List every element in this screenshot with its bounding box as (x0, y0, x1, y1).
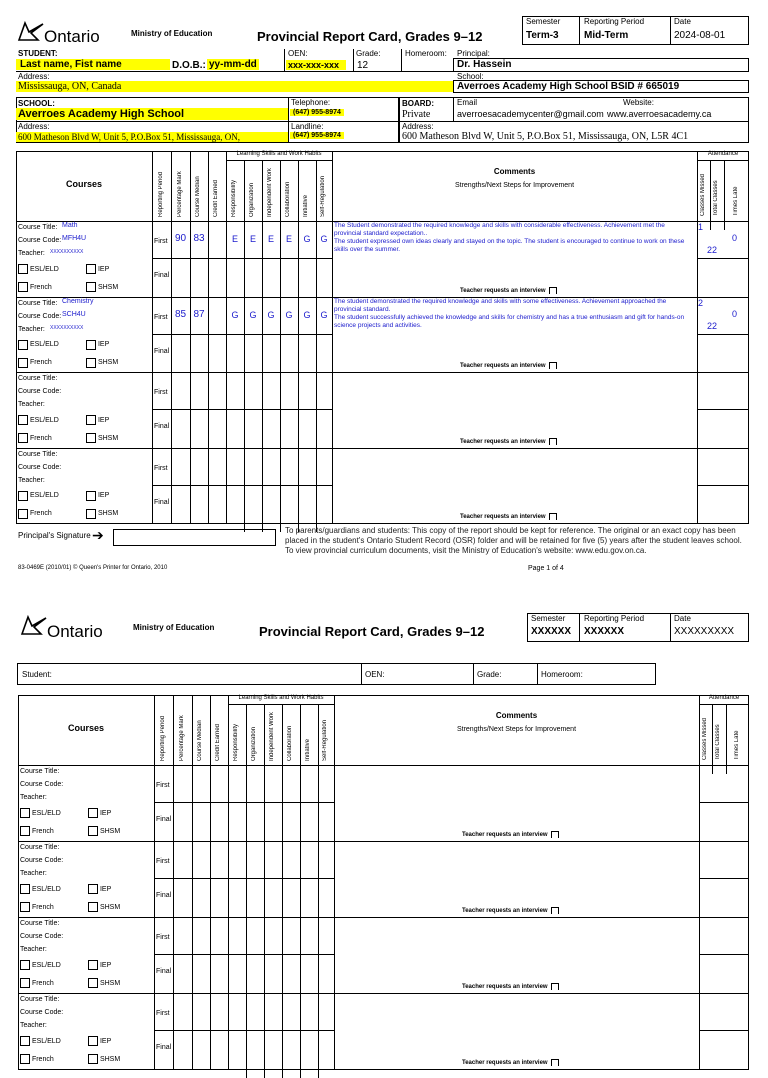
course-code: SCH4U (62, 310, 86, 318)
ministry-label-2: Ministry of Education (133, 623, 215, 632)
arrow-right-icon: ➔ (92, 527, 104, 543)
col-collab-header: Collaboration (285, 181, 291, 217)
course-code-label: Course Code: (18, 237, 62, 244)
final-period-label: Final (154, 347, 170, 355)
shsm-checkbox[interactable]: SHSM (88, 1054, 120, 1064)
skill-rating: E (231, 234, 238, 244)
total-classes: 22 (707, 320, 718, 331)
course-title-label: Course Title: (20, 768, 60, 775)
landline-label: Landline: (291, 122, 324, 131)
school-label: SCHOOL: (18, 99, 55, 108)
first-period-label: First (156, 858, 170, 865)
course-title-label: Course Title: (20, 920, 60, 927)
skill-rating: G (303, 234, 311, 244)
skill-rating: G (231, 309, 239, 320)
french-checkbox[interactable]: French (20, 902, 54, 912)
teacher-label: Teacher: (18, 401, 45, 408)
interview-checkbox[interactable]: Teacher requests an interview (462, 907, 559, 914)
col-total-header: Total Classes (713, 180, 719, 216)
first-period-label: First (156, 934, 170, 941)
course-title-label: Course Title: (20, 996, 60, 1003)
col-resp-header: Responsibility (231, 179, 237, 217)
iep-checkbox[interactable]: IEP (86, 415, 109, 425)
date-value-2: XXXXXXXXX (674, 626, 735, 637)
course-code: MFH4U (62, 235, 87, 242)
website-label: Website: (623, 98, 654, 107)
homeroom-label-2: Homeroom: (541, 670, 583, 679)
ministry-label: Ministry of Education (131, 29, 213, 38)
first-period-label: First (156, 782, 170, 789)
course-title-label: Course Title: (20, 844, 60, 851)
courses-header: Courses (65, 179, 102, 189)
period-value: Mid-Term (584, 30, 629, 41)
col-total-header: Total Classes (715, 724, 721, 760)
board-address: 600 Matheson Blvd W, Unit 5, P.O.Box 51, Mississauga, ON, L5R 4C1 (402, 131, 689, 142)
period-label: Reporting Period (584, 17, 645, 26)
teacher-label: Teacher: (20, 870, 47, 877)
french-checkbox[interactable]: French (18, 509, 52, 519)
date-label: Date (674, 17, 691, 26)
times-late: 0 (732, 233, 738, 243)
skill-rating: G (320, 234, 328, 244)
esl-checkbox[interactable]: ESL/ELD (18, 264, 59, 274)
board-label: BOARD: (402, 99, 434, 108)
page-title-2: Provincial Report Card, Grades 9–12 (259, 624, 485, 639)
comments-header: Comments (495, 711, 538, 720)
grades-table-page1 (16, 151, 749, 523)
col-org-header: Organization (249, 182, 255, 217)
col-collab-header: Collaboration (287, 725, 293, 761)
page-title: Provincial Report Card, Grades 9–12 (257, 29, 483, 44)
course-median: 83 (193, 233, 205, 244)
col-late-header: Times Late (732, 186, 739, 216)
comments-sub: Strengths/Next Steps for Improvement (456, 726, 577, 733)
shsm-checkbox[interactable]: SHSM (88, 826, 120, 836)
school-address: 600 Matheson Blvd W, Unit 5, P.O.Box 51, Mississauga, ON, (16, 132, 288, 142)
course-title-label: Course Title: (18, 224, 58, 231)
lsw-header: Learning Skills and Work Habits (238, 695, 324, 701)
col-resp-header: Responsibility (233, 723, 239, 761)
landline-value: (647) 955-8974 (290, 132, 344, 139)
shsm-checkbox[interactable]: SHSM (86, 358, 118, 368)
french-checkbox[interactable]: French (18, 433, 52, 443)
interview-checkbox[interactable]: Teacher requests an interview (460, 513, 557, 520)
french-checkbox[interactable]: French (18, 282, 52, 292)
teacher-comment: The student demonstrated the required knowledge and skills with some effectiveness. Achievement approached the provincial standard. The student successfully achieved the knowledge and skills for chemistry and has a true enthusiasm and gift for hands-on science projects and activities. (334, 297, 685, 329)
esl-checkbox[interactable]: ESL/ELD (18, 415, 59, 425)
col-init-header: Initiative (303, 194, 309, 217)
col-percent-header: Percentage Mark (176, 171, 183, 217)
principal-value: Dr. Hassein (457, 59, 512, 70)
dob-value: yy-mm-dd (209, 59, 257, 70)
first-period-label: First (154, 389, 168, 396)
percentage-mark: 90 (174, 233, 187, 244)
comments-sub: Strengths/Next Steps for Improvement (454, 182, 575, 189)
first-period-label: First (154, 464, 168, 472)
teacher-label: Teacher: (18, 250, 45, 257)
col-median-header: Course Median (197, 720, 203, 761)
course-code-label: Course Code: (20, 781, 64, 788)
esl-checkbox[interactable]: ESL/ELD (20, 884, 61, 894)
course-code-label: Course Code: (18, 312, 62, 320)
french-checkbox[interactable]: French (20, 978, 54, 988)
website-value: www.averroesacademy.ca (607, 109, 712, 119)
final-period-label: Final (156, 892, 172, 899)
esl-checkbox[interactable]: ESL/ELD (18, 491, 59, 501)
classes-missed: 2 (698, 297, 704, 308)
teacher-label: Teacher: (20, 794, 47, 801)
col-reporting-header: Reporting Period (159, 715, 166, 761)
teacher-label: Teacher: (20, 946, 47, 953)
telephone-label: Telephone: (291, 98, 331, 107)
col-indep-header: Independent Work (269, 712, 275, 761)
logo-text-2: Ontario (47, 622, 103, 641)
semester-value: Term-3 (526, 30, 559, 41)
esl-checkbox[interactable]: ESL/ELD (20, 960, 61, 970)
period-value-2: XXXXXX (584, 626, 625, 637)
esl-checkbox[interactable]: ESL/ELD (18, 340, 59, 350)
shsm-checkbox[interactable]: SHSM (88, 902, 120, 912)
col-self-header: Self-Regulation (322, 719, 328, 761)
col-reporting-header: Reporting Period (157, 171, 164, 217)
skill-rating: G (320, 309, 328, 320)
interview-checkbox[interactable]: Teacher requests an interview (460, 287, 557, 294)
final-period-label: Final (154, 423, 170, 430)
course-code-label: Course Code: (20, 857, 64, 864)
final-period-label: Final (156, 968, 172, 975)
interview-checkbox[interactable]: Teacher requests an interview (462, 1059, 559, 1066)
col-credit-header: Credit Earned (215, 723, 221, 761)
principal-label: Principal: (457, 49, 490, 58)
skill-rating: G (249, 309, 257, 320)
teacher-label: Teacher: (20, 1022, 47, 1029)
total-classes: 22 (707, 245, 718, 255)
date-label-2: Date (674, 614, 691, 623)
interview-checkbox[interactable]: Teacher requests an interview (462, 983, 559, 990)
col-percent-header: Percentage Mark (178, 715, 185, 761)
teacher-label: Teacher: (18, 476, 45, 484)
board-value: Private (402, 109, 431, 120)
email-label: Email (457, 98, 478, 107)
iep-checkbox[interactable]: IEP (88, 884, 111, 894)
shsm-checkbox[interactable]: SHSM (86, 282, 118, 292)
oen-label-2: OEN: (365, 670, 385, 679)
trillium-icon (19, 614, 49, 636)
school-address-label: Address: (18, 122, 50, 131)
student-label: STUDENT: (18, 49, 58, 58)
course-title: Chemistry (62, 297, 94, 305)
esl-checkbox[interactable]: ESL/ELD (20, 1036, 61, 1046)
skill-rating: E (267, 234, 274, 244)
school-name: Averroes Academy High School (16, 108, 288, 120)
semester-value-2: XXXXXX (531, 626, 572, 637)
interview-checkbox[interactable]: Teacher requests an interview (460, 438, 557, 445)
lsw-header: Learning Skills and Work Habits (236, 151, 322, 157)
col-init-header: Initiative (305, 738, 311, 761)
first-period-label: First (156, 1010, 170, 1017)
semester-label-2: Semester (531, 614, 566, 623)
col-self-header: Self-Regulation (320, 175, 326, 217)
student-address: Mississauga, ON, Canada (16, 81, 453, 92)
school-label-small: School: (457, 72, 484, 81)
dob-label: D.O.B.: (172, 60, 206, 71)
col-org-header: Organization (251, 726, 257, 761)
iep-checkbox[interactable]: IEP (88, 960, 111, 970)
grades-table-page2 (18, 695, 749, 1067)
oen-value: xxx-xxx-xxx (286, 60, 346, 70)
oen-label: OEN: (288, 49, 308, 58)
semester-label: Semester (526, 17, 561, 26)
homeroom-label: Homeroom: (405, 49, 447, 58)
form-code: 83-0469E (2010/01) © Queen's Printer for Ontario, 2010 (18, 565, 168, 571)
shsm-checkbox[interactable]: SHSM (88, 978, 120, 988)
iep-checkbox[interactable]: IEP (88, 808, 111, 818)
logo-text: Ontario (44, 27, 100, 46)
teacher-name: XXXXXXXXXX (50, 324, 84, 331)
skill-rating: G (285, 309, 293, 320)
course-code-label: Course Code: (18, 463, 62, 471)
osr-notice: To parents/guardians and students: This copy of the report should be kept for reference. The original or an exact copy has been placed in the student's Ontario Student Record (OSR) folder and will be retained for five (5) years after the student leaves school. To view provincial curriculum documents, visit the Ministry of Education's website: www.edu.gov.on.ca. (285, 526, 742, 555)
iep-checkbox[interactable]: IEP (86, 264, 109, 274)
course-code-label: Course Code: (18, 388, 62, 395)
ontario-logo-2 (19, 614, 49, 636)
col-late-header: Times Late (733, 730, 740, 760)
grade-label-2: Grade: (477, 670, 502, 679)
final-period-label: Final (156, 816, 172, 823)
iep-checkbox[interactable]: IEP (86, 340, 109, 350)
signature-field[interactable] (113, 529, 276, 546)
first-period-label: First (154, 313, 168, 321)
classes-missed: 1 (698, 222, 704, 232)
teacher-name: XXXXXXXXXX (50, 249, 84, 255)
first-period-label: First (154, 238, 168, 245)
french-checkbox[interactable]: French (18, 358, 52, 368)
courses-header: Courses (67, 723, 104, 733)
col-indep-header: Independent Work (267, 168, 273, 217)
ontario-logo (16, 20, 46, 42)
course-median: 87 (193, 308, 205, 320)
grade-label: Grade: (356, 49, 381, 58)
final-period-label: Final (154, 498, 170, 506)
course-code-label: Course Code: (20, 1009, 64, 1016)
iep-checkbox[interactable]: IEP (86, 491, 109, 501)
col-missed-header: Classes Missed (701, 717, 708, 760)
attendance-header: Attendance (708, 695, 740, 701)
course-code-label: Course Code: (20, 933, 64, 940)
times-late: 0 (732, 308, 738, 319)
address-label: Address: (18, 72, 50, 81)
student-name: Last name, Fist name (16, 59, 170, 70)
percentage-mark: 85 (174, 308, 187, 320)
iep-checkbox[interactable]: IEP (88, 1036, 111, 1046)
interview-checkbox[interactable]: Teacher requests an interview (462, 831, 559, 838)
student-label-2: Student: (22, 670, 52, 679)
shsm-checkbox[interactable]: SHSM (86, 509, 118, 519)
telephone-value: (647) 955-8974 (290, 109, 344, 116)
comments-header: Comments (493, 167, 536, 176)
skill-rating: E (285, 234, 292, 244)
esl-checkbox[interactable]: ESL/ELD (20, 808, 61, 818)
interview-checkbox[interactable]: Teacher requests an interview (460, 362, 557, 369)
course-title: Math (62, 222, 78, 229)
french-checkbox[interactable]: French (20, 1054, 54, 1064)
final-period-label: Final (154, 272, 170, 279)
course-title-label: Course Title: (18, 375, 58, 382)
final-period-label: Final (156, 1044, 172, 1051)
teacher-label: Teacher: (18, 325, 45, 333)
course-title-label: Course Title: (18, 450, 58, 458)
signature-label: Principal's Signature (18, 531, 91, 540)
school-full: Averroes Academy High School BSID # 665019 (457, 81, 680, 92)
page-number: Page 1 of 4 (528, 565, 564, 572)
trillium-icon (16, 20, 46, 42)
period-label-2: Reporting Period (584, 614, 645, 623)
grade-value: 12 (357, 60, 369, 71)
french-checkbox[interactable]: French (20, 826, 54, 836)
teacher-comment: The Student demonstrated the required knowledge and skills with considerable effectiveness. Achievement met the provincial standard expectation.. The student expressed own ideas clearly and stayed on the topic. The student is encouraged to continue to work on these skills over the summer. (334, 222, 685, 253)
board-address-label: Address: (402, 122, 434, 131)
col-credit-header: Credit Earned (213, 179, 219, 217)
course-title-label: Course Title: (18, 299, 58, 307)
skill-rating: G (267, 309, 275, 320)
date-value: 2024-08-01 (674, 30, 726, 41)
col-median-header: Course Median (195, 176, 201, 217)
skill-rating: G (303, 309, 311, 320)
shsm-checkbox[interactable]: SHSM (86, 433, 118, 443)
attendance-header: Attendance (707, 151, 739, 157)
skill-rating: E (249, 234, 256, 244)
email-value: averroesacademycenter@gmail.com (457, 109, 604, 119)
col-missed-header: Classes Missed (699, 173, 706, 216)
